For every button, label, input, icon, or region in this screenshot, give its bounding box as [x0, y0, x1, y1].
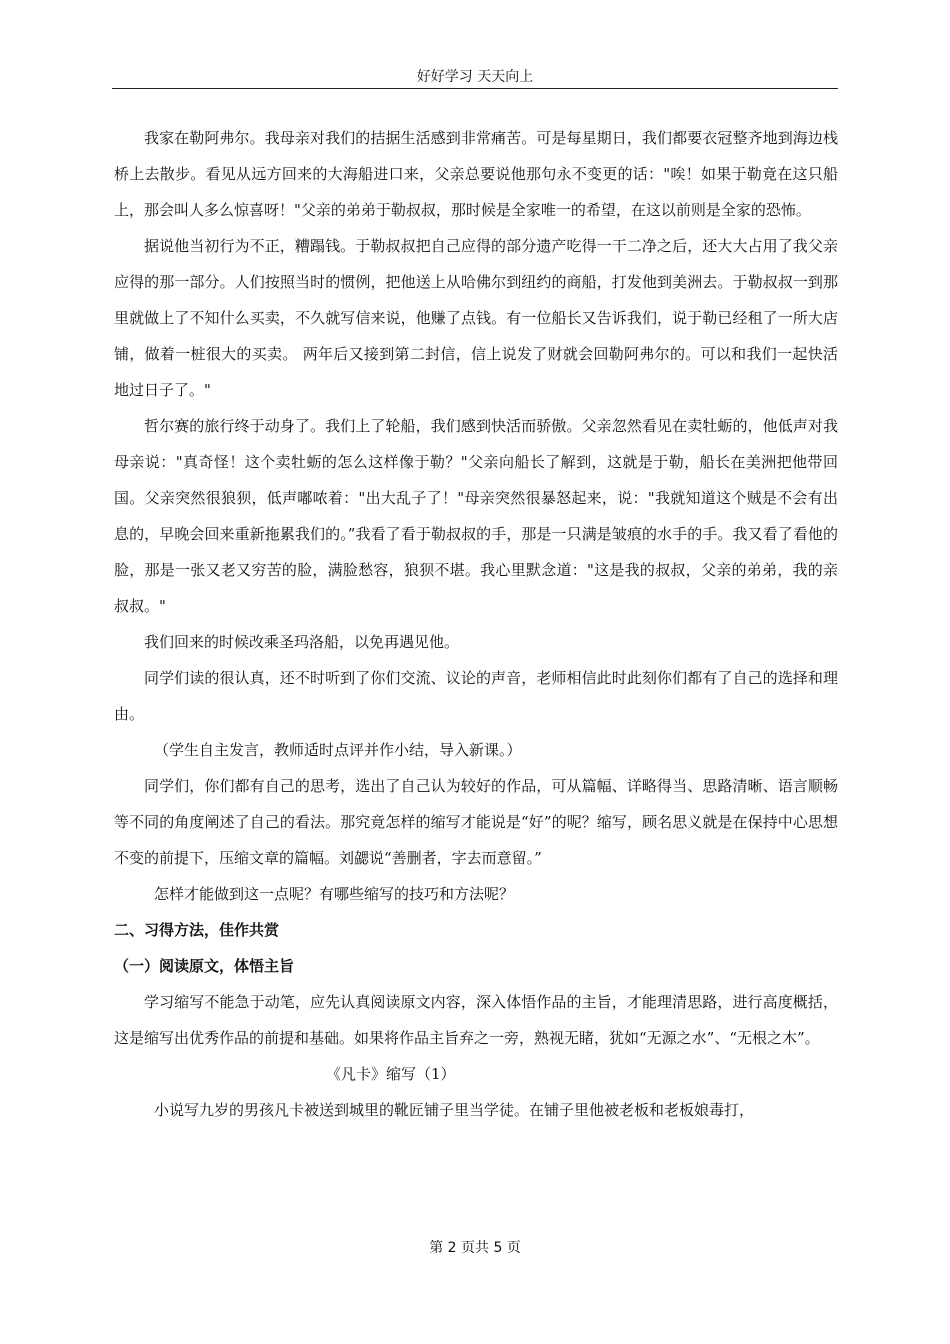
excerpt-caption: 《凡卡》缩写（1） [326, 1065, 456, 1083]
page-footer [0, 1237, 950, 1257]
paragraph: 学习缩写不能急于动笔，应先认真阅读原文内容，深入体悟作品的主旨，才能理清思路，进行高度概括，这是缩写出优秀作品的前提和基础。如果将作品主旨弃之一旁，熟视无睹，犹如“无源之水”、“无根之木”。 [114, 993, 838, 1047]
paragraph: 同学们，你们都有自己的思考，选出了自己认为较好的作品，可从篇幅、详略得当、思路清晰、语言顺畅等不同的角度阐述了自己的看法。那究竟怎样的缩写才能说是“好”的呢？缩写，顾名思义就是在保持中心思想不变的前提下，压缩文章的篇幅。刘勰说“善删者，字去而意留。” [114, 777, 838, 867]
paragraph: 我们回来的时候改乘圣玛洛船，以免再遇见他。 [144, 633, 460, 651]
subsection-heading: （一）阅读原文，体悟主旨 [114, 957, 295, 975]
paragraph: 小说写九岁的男孩凡卡被送到城里的靴匠铺子里当学徒。在铺子里他被老板和老板娘毒打， [154, 1101, 755, 1119]
paragraph: （学生自主发言，教师适时点评并作小结，导入新课。） [154, 741, 522, 759]
section-heading: 二、习得方法，佳作共赏 [114, 921, 280, 939]
header-title: 好好学习 天天向上 [416, 69, 534, 85]
paragraph: 哲尔赛的旅行终于动身了。我们上了轮船，我们感到快活而骄傲。父亲忽然看见在卖牡蛎的，他低声对我母亲说："真奇怪！这个卖牡蛎的怎么这样像于勒？"父亲向船长了解到，这就是于勒，船长在美洲把他带回国。父亲突然很狼狈，低声嘟哝着："出大乱子了！"母亲突然很暴怒起来，说："我就知道这个贼是不会有出息的，早晚会回来重新拖累我们的。”我看了看于勒叔叔的手，那是一只满是皱痕的水手的手。我又看了看他的脸，那是一张又老又穷苦的脸，满脸愁容，狼狈不堪。我心里默念道："这是我的叔叔，父亲的弟弟，我的亲叔叔。" [114, 417, 838, 615]
document-body [114, 120, 838, 1128]
page-number: 第 2 页共 5 页 [429, 1240, 521, 1256]
paragraph: 据说他当初行为不正，糟蹋钱。于勒叔叔把自己应得的部分遗产吃得一干二净之后，还大大占用了我父亲应得的那一部分。人们按照当时的惯例，把他送上从哈佛尔到纽约的商船，打发他到美洲去。于勒叔叔一到那里就做上了不知什么买卖，不久就写信来说，他赚了点钱。有一位船长又告诉我们，说于勒已经租了一所大店铺，做着一桩很大的买卖。 两年后又接到第二封信，信上说发了财就会回勒阿弗尔的。可以和我们一起快活地过日子了。" [114, 237, 838, 399]
page-header [112, 66, 838, 89]
paragraph: 同学们读的很认真，还不时听到了你们交流、议论的声音，老师相信此时此刻你们都有了自己的选择和理由。 [114, 669, 838, 723]
paragraph: 我家在勒阿弗尔。我母亲对我们的拮据生活感到非常痛苦。可是每星期日，我们都要衣冠整齐地到海边栈桥上去散步。看见从远方回来的大海船进口来，父亲总要说他那句永不变更的话："唉！如果于勒竟在这只船上，那会叫人多么惊喜呀！"父亲的弟弟于勒叔叔，那时候是全家唯一的希望，在这以前则是全家的恐怖。 [114, 129, 838, 219]
paragraph: 怎样才能做到这一点呢？有哪些缩写的技巧和方法呢？ [154, 885, 515, 903]
